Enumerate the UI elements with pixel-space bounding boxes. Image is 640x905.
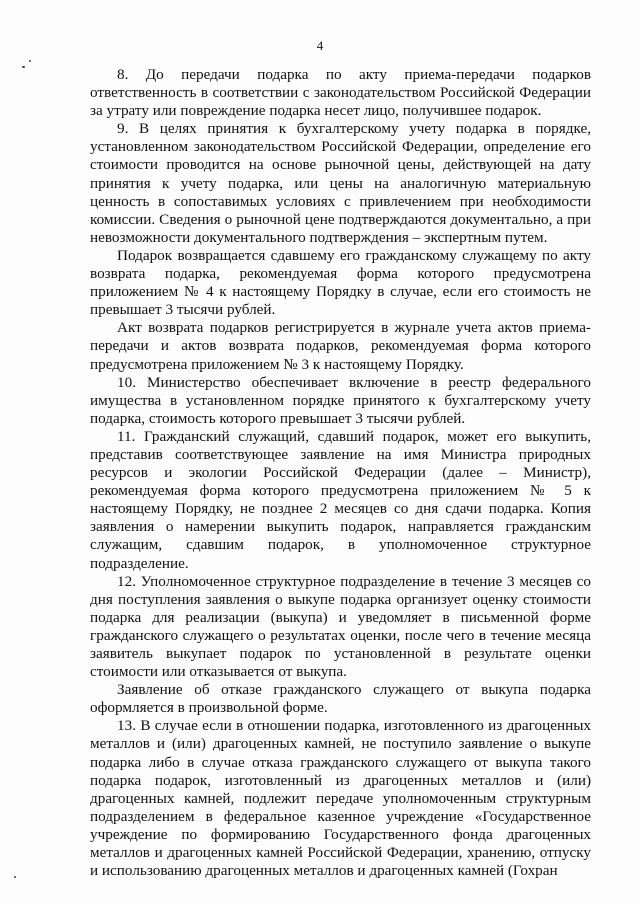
scan-speck [22, 66, 25, 68]
paragraph-refusal-statement: Заявление об отказе гражданского служащего от выкупа подарка оформляется в произвольной форме. [90, 681, 591, 717]
document-body [90, 66, 591, 880]
paragraph-item-12: 12. Уполномоченное структурное подразделение в течение 3 месяцев со дня поступления заявления о выкупе подарка организует оценку стоимости подарка для реализации (выкупа) и уведомляет в письменной форме гражданского служащего о результатах оценки, после чего в течение месяца заявитель выкупает подарок по установленной в результате оценки стоимости или отказывается от выкупа. [90, 572, 591, 681]
paragraph-return-act: Акт возврата подарков регистрируется в журнале учета актов приема-передачи и актов возврата подарков, рекомендуемая форма которого предусмотрена приложением № 3 к настоящему Порядку. [90, 319, 591, 373]
paragraph-item-13: 13. В случае если в отношении подарка, изготовленного из драгоценных металлов и (или) драгоценных камней, не поступило заявление о выкупе подарка либо в случае отказа гражданского служащего от выкупа такого подарка подарок, изготовленный из драгоценных металлов и (или) драгоценных камней, подлежит передаче уполномоченным структурным подразделением в федеральное казенное учреждение «Государственное учреждение по формированию Государственного фонда драгоценных металлов и драгоценных камней Российской Федерации, хранению, отпуску и использованию драгоценных металлов и драгоценных камней (Гохран [90, 717, 591, 880]
paragraph-item-8: 8. До передачи подарка по акту приема-передачи подарков ответственность в соответствии с законодательством Российской Федерации за утрату или повреждение подарка несет лицо, получившее подарок. [90, 66, 591, 120]
paragraph-item-10: 10. Министерство обеспечивает включение в реестр федерального имущества в установленном порядке принятого к бухгалтерскому учету подарка, стоимость которого превышает 3 тысячи рублей. [90, 373, 591, 427]
scan-speck [29, 60, 31, 62]
scan-speck [14, 876, 16, 878]
paragraph-item-11: 11. Гражданский служащий, сдавший подарок, может его выкупить, представив соответствующее заявление на имя Министра природных ресурсов и экологии Российской Федерации (далее – Министр), рекомендуемая форма которого предусмотрена приложением № 5 к настоящему Порядку, не позднее 2 месяцев со дня сдачи подарка. Копия заявления о намерении выкупить подарок, направляется гражданским служащим, сдавшим подарок, в уполномоченное структурное подразделение. [90, 427, 591, 572]
paragraph-item-9: 9. В целях принятия к бухгалтерскому учету подарка в порядке, установленном законодательством Российской Федерации, определение его стоимости проводится на основе рыночной цены, действующей на дату принятия к учету подарка, или цены на аналогичную материальную ценность в сопоставимых условиях с привлечением при необходимости комиссии. Сведения о рыночной цене подтверждаются документально, а при невозможности документального подтверждения – экспертным путем. [90, 120, 591, 246]
paragraph-gift-return: Подарок возвращается сдавшему его гражданскому служащему по акту возврата подарка, рекомендуемая форма которого предусмотрена приложением № 4 к настоящему Порядку в случае, если его стоимость не превышает 3 тысячи рублей. [90, 246, 591, 319]
page-number: 4 [316, 38, 324, 53]
